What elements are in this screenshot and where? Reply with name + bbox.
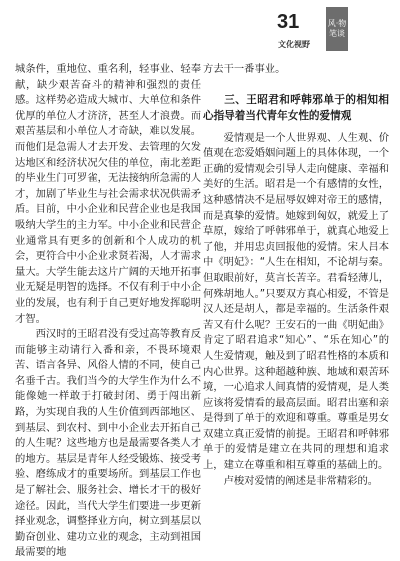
right-column <box>203 62 389 489</box>
page-header <box>0 0 400 60</box>
section-heading: 三、王昭君和呼韩邪单于的相知相心指导着当代青年女性的爱情观 <box>203 93 389 122</box>
paragraph: 爱情观是一个人世界观、人生观、价值观在恋爱婚姻问题上的具体体现，一个正确的爱情观会引导人走向健康、幸福和美好的生活。昭君是一个有感情的女性，这种感情决不是屈辱奴婢对帝王的感情，而是真挚的爱情。她嫁到匈奴，就爱上了草原，嫁给了呼韩邪单于，就真心地爱上了他，并用忠贞回报他的爱情。宋人吕本中《明妃》：“人生在相知，不论胡与秦。但取眼前好，莫言长苦辛。君看轻薄儿，何殊胡地人。”只要双方真心相爱，不管是汉人还是胡人，都是幸福的。生活条件艰苦又有什么呢？王安石的一曲《明妃曲》肯定了昭君追求“知心”、“乐在知心”的人生爱情观，触及到了昭君性格的本质和内心世界。这种超越种族、地域和艰苦环境，一心追求人间真情的爱情观，是人类应该将爱情看的最高层面。昭君出塞和亲是得到了单于的欢迎和尊重。尊重是男女双建立真正爱情的前提。王昭君和呼韩邪单于的爱情是建立在共同的理想和追求上，建立在尊重和相互尊重的基础上的。 <box>203 131 389 472</box>
left-column <box>15 62 201 561</box>
section-title: 文化视野 <box>278 40 310 49</box>
section-tab <box>326 7 348 51</box>
section-tab-top: 风·物 <box>327 19 347 28</box>
page-number: 31 <box>277 11 300 33</box>
paragraph: 西汉时的王昭君没有受过高等教育反而能够主动请行入番和亲，不畏环境艰苦、语言各异、风俗人情的不同，使自己名垂千古。我们当今的大学生作为什么不能像她一样敢于打破封闭、勇于闯出新路，为实现自我的人生价值到西部地区、到基层、到农村、到中小企业去开拓自己的人生呢？这些地方也是最需要各类人才的地方。基层是青年人经受锻炼、接受考验、磨练成才的重要场所。到基层工作也是了解社会、服务社会、增长才干的极好途径。因此，当代大学生们要进一步更新择业观念，调整择业方向，树立到基层以勤奋创业、建功立业的观念，主动到祖国最需要的地 <box>15 328 201 559</box>
paragraph: 城条件，重地位、重名利，轻事业、轻奉献，缺少艰苦奋斗的精神和强烈的责任感。这样势必造成大城市、大单位和条件优厚的单位人才济济，甚至人才浪费。而艰苦基层和小单位人才奇缺，难以发展。而他们是急需人才去开发、去管理的欠发达地区和经济状况欠佳的单位，南北差距的毕业生门可罗雀，无法接纳所急需的人才，加剧了毕业生与社会需求状况供需矛盾。目前，中小企业和民营企业也是我国吸纳大学生的主力军。中小企业和民营企业通常具有更多的创新和个人成功的机会，更符合中小企业求贤若渴，人才需求量大。大学生能去这片广阔的天地开拓事业无疑是明智的选择。不仅有利于中小企业的发展，也有利于自己更好地发挥聪明才智。 <box>15 63 201 325</box>
section-tab-bottom: 笔谈 <box>329 29 345 38</box>
paragraph: 方去干一番事业。 <box>203 63 286 75</box>
paragraph: 卢梭对爱情的阐述是非常精彩的。 <box>223 474 379 487</box>
